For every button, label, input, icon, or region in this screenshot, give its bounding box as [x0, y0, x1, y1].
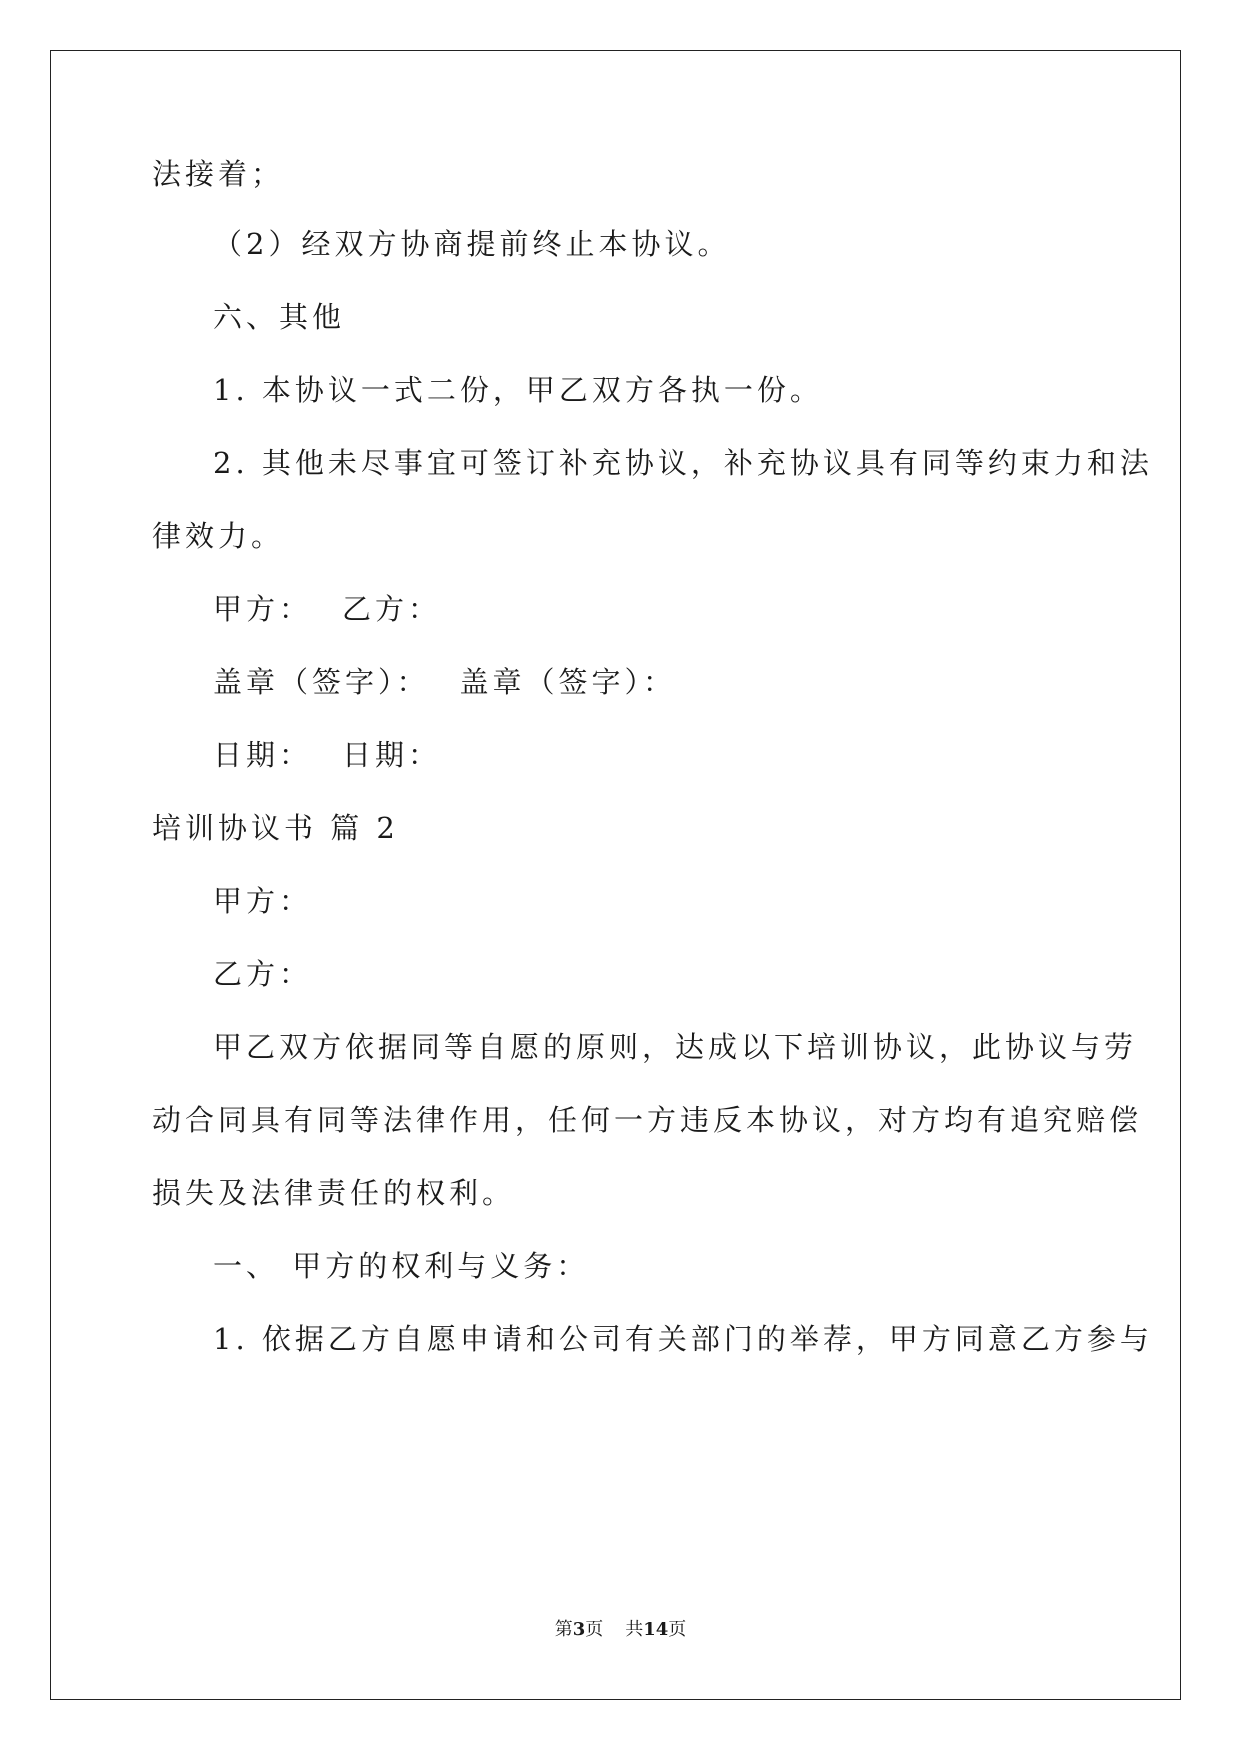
- body-text-line: 律效力。: [152, 519, 285, 553]
- page-number: 3: [572, 1619, 586, 1640]
- signature-row: [213, 735, 441, 775]
- date-label: 日期：: [342, 738, 442, 772]
- section-heading: 六、其他: [213, 300, 346, 334]
- paragraph-line: 甲乙双方依据同等自愿的原则，达成以下培训协议，此协议与劳: [213, 1030, 1138, 1064]
- signature-row: [213, 662, 676, 702]
- party-a-label: 甲方：: [213, 884, 313, 918]
- party-a-label: 甲方：: [213, 592, 313, 626]
- clause-item: 1. 本协议一式二份，甲乙双方各执一份。: [213, 373, 823, 407]
- clause-item: 1. 依据乙方自愿申请和公司有关部门的举荐，甲方同意乙方参与: [213, 1322, 1153, 1356]
- paragraph-line: 损失及法律责任的权利。: [152, 1176, 516, 1210]
- seal-signature-label: 盖章（签字）：: [459, 665, 677, 699]
- party-b-label: 乙方：: [213, 957, 313, 991]
- page-number-unit: 页: [585, 1619, 604, 1640]
- party-b-label: 乙方：: [342, 592, 442, 626]
- total-pages: 14: [643, 1619, 669, 1640]
- signature-row: [213, 589, 441, 629]
- total-pages-prefix: 共: [625, 1619, 644, 1640]
- document-title: 培训协议书 篇 2: [152, 811, 399, 845]
- clause-item: 2. 其他未尽事宜可签订补充协议，补充协议具有同等约束力和法: [213, 446, 1153, 480]
- date-label: 日期：: [213, 738, 313, 772]
- seal-signature-label: 盖章（签字）：: [213, 665, 430, 699]
- clause-item: （2）经双方协商提前终止本协议。: [213, 227, 731, 261]
- total-pages-unit: 页: [668, 1619, 687, 1640]
- section-heading: 一、 甲方的权利与义务：: [213, 1249, 590, 1283]
- body-text-line: 法接着；: [152, 157, 285, 191]
- page-number-prefix: 第: [554, 1619, 573, 1640]
- page-footer: [0, 1618, 1241, 1642]
- paragraph-line: 动合同具有同等法律作用，任何一方违反本协议，对方均有追究赔偿: [152, 1103, 1143, 1137]
